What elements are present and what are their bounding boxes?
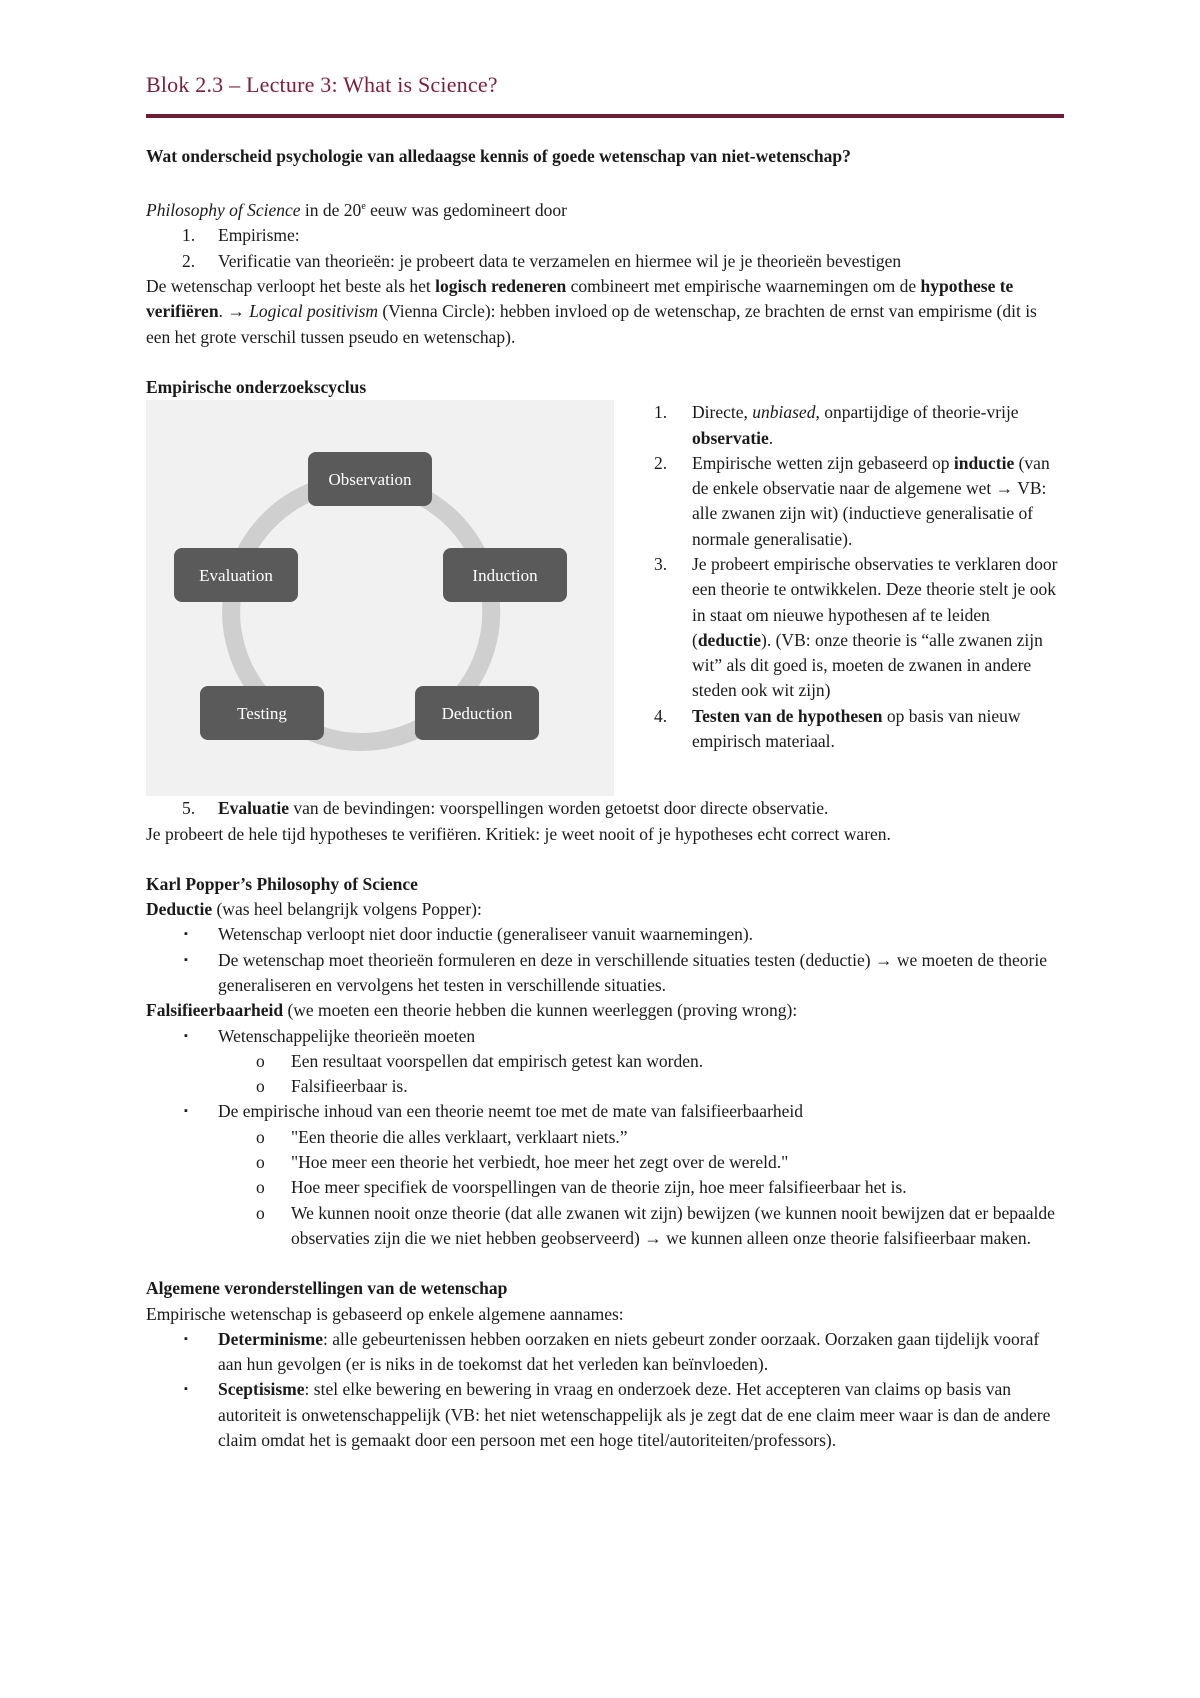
bullet-icon: ▪: [184, 1105, 188, 1118]
deductie-list: [146, 922, 1064, 998]
node-induction: [443, 548, 567, 602]
sub-bullet-icon: o: [256, 1202, 265, 1223]
text-span: op basis van nieuw empirisch materiaal.: [692, 705, 1021, 752]
bold-span: Sceptisisme: [218, 1379, 305, 1400]
bullet-icon: ▪: [184, 1029, 188, 1042]
text-span: we kunnen alleen onze theorie falsifieerbaar maken.: [661, 1227, 1032, 1248]
text-span: .: [768, 427, 774, 448]
bold-span: hypothese te verifiëren: [146, 276, 1014, 322]
list-item-text: Verificatie van theorieën: je probeert data te verzamelen en hiermee wil je je theorieën bevestigen: [218, 250, 902, 271]
cycle-block: [146, 400, 1064, 796]
cycle-closing: Je probeert de hele tijd hypotheses te verifiëren. Kritiek: je weet nooit of je hypotheses echt correct waren.: [146, 823, 891, 844]
sub-list-item: [146, 1201, 1064, 1252]
list-number: 1.: [182, 225, 196, 246]
label-evaluation: Evaluation: [199, 566, 273, 586]
intro-line: [146, 194, 1064, 223]
label-deduction: Deduction: [441, 704, 513, 724]
sub-list: [218, 1049, 1064, 1100]
text-span: De wetenschap moet theorieën formuleren en deze in verschillende situaties testen (deductie): [218, 949, 875, 970]
text-span: VB: alle zwanen zijn wit) (inductieve generalisatie of normale generalisatie).: [692, 478, 1047, 549]
section-heading-assumptions: Algemene veronderstellingen van de wetenschap: [146, 1278, 508, 1299]
sub-list-item: [146, 1074, 1064, 1099]
arrow-icon: →: [995, 478, 1014, 499]
sub-list: [218, 1125, 1064, 1251]
falsifieerbaarheid-list: [146, 1024, 1064, 1252]
bold-span: logisch redeneren: [435, 276, 567, 297]
bold-span: Falsifieerbaarheid: [146, 1000, 284, 1021]
assumptions-list: [146, 1327, 1064, 1453]
step-number: 1.: [654, 402, 668, 423]
cycle-steps-list: [654, 400, 1064, 754]
cycle-step: [654, 552, 1064, 704]
intro-list: [146, 223, 1064, 274]
arrow-icon: →: [644, 1227, 662, 1248]
cycle-step-5-list: [146, 796, 1064, 821]
sub-list-item: [146, 1125, 1064, 1150]
sub-item-text: Hoe meer specifiek de voorspellingen van de theorie zijn, hoe meer falsifieerbaar het is.: [291, 1177, 907, 1198]
sub-bullet-icon: o: [256, 1152, 265, 1173]
text-span: .: [218, 301, 228, 322]
intro-text-b: eeuw was gedomineert door: [365, 200, 567, 221]
list-item: [146, 922, 1064, 947]
text-span: Directe,: [692, 402, 753, 423]
falsifieerbaarheid-line: [146, 998, 1064, 1023]
list-item: [146, 223, 1064, 248]
text-span: Je probeert empirische observaties te verklaren door een theorie te ontwikkelen. Deze theorie stelt je ook in staat om nieuwe hypothesen af te leiden (: [692, 553, 1058, 650]
cycle-step: [654, 451, 1064, 552]
bold-span: deductie: [697, 629, 762, 650]
step-number: 5.: [182, 798, 196, 819]
cycle-diagram-svg: [146, 400, 614, 796]
cycle-step: [654, 704, 1064, 755]
section-heading-popper: Karl Popper’s Philosophy of Science: [146, 873, 418, 894]
list-item-text: Wetenschap verloopt niet door inductie (generaliseer vanuit waarnemingen).: [218, 924, 754, 945]
bold-span: inductie: [953, 452, 1015, 473]
bullet-icon: ▪: [184, 1383, 188, 1396]
cycle-step: [654, 400, 1064, 451]
list-item: [146, 1377, 1064, 1453]
list-item: [146, 1024, 1064, 1100]
text-span: : alle gebeurtenissen hebben oorzaken en niets gebeurt zonder oorzaak. Oorzaken gaan tijdelijk vooraf aan hun gevolgen (er is niks in de toekomst dat het verleden kan beïnvloeden).: [218, 1328, 1040, 1375]
bold-span: Evaluatie: [218, 798, 289, 819]
bold-span: Determinisme: [218, 1328, 323, 1349]
assumptions-intro: Empirische wetenschap is gebaseerd op enkele algemene aannames:: [146, 1303, 624, 1324]
text-span: We kunnen nooit onze theorie (dat alle zwanen wit zijn) bewijzen (we kunnen nooit bewijzen dat er bepaalde observaties zijn die we niet hebben geobserveerd): [291, 1202, 1055, 1248]
text-span: (Vienna Circle): hebben invloed op de wetenschap, ze brachten de ernst van empirisme (dit is een het grote verschil tussen pseudo en wetenschap).: [146, 301, 1037, 347]
intro-text-a: in de 20: [300, 200, 362, 221]
label-testing: Testing: [237, 704, 287, 724]
step-number: 2.: [654, 452, 668, 473]
sub-bullet-icon: o: [256, 1050, 265, 1071]
sub-item-text: Een resultaat voorspellen dat empirisch getest kan worden.: [291, 1050, 704, 1071]
list-item-text: Empirisme:: [218, 225, 300, 246]
list-number: 2.: [182, 250, 196, 271]
sub-list-item: [146, 1175, 1064, 1200]
document-page: [146, 70, 1064, 1453]
list-item: [146, 1327, 1064, 1378]
node-observation: [308, 452, 432, 506]
italic-span: Logical positivism: [249, 301, 379, 322]
bullet-icon: ▪: [184, 953, 188, 966]
bold-span: Testen van de hypothesen: [692, 705, 883, 726]
deductie-line: [146, 897, 1064, 922]
sub-list-item: [146, 1049, 1064, 1074]
list-item-text: De empirische inhoud van een theorie neemt toe met de mate van falsifieerbaarheid: [218, 1101, 804, 1122]
bold-span: observatie: [692, 427, 769, 448]
sub-item-text: "Hoe meer een theorie het verbiedt, hoe meer het zegt over de wereld.": [291, 1152, 789, 1173]
label-observation: Observation: [328, 470, 412, 490]
main-question: Wat onderscheid psychologie van alledaagse kennis of goede wetenschap van niet-wetenschap?: [146, 146, 851, 166]
cycle-step: [146, 796, 1064, 821]
sub-item-text: Falsifieerbaar is.: [291, 1076, 408, 1097]
title-divider: [146, 114, 1064, 118]
bold-span: Deductie: [146, 899, 213, 920]
text-span: combineert met empirische waarnemingen om de: [566, 276, 921, 297]
text-span: De wetenschap verloopt het beste als het: [146, 276, 436, 297]
text-span: ). (VB: onze theorie is “alle zwanen zijn wit” als dit goed is, moeten de zwanen in andere steden ook wit zijn): [692, 629, 1043, 701]
node-testing: [200, 686, 324, 740]
list-item-text: Wetenschappelijke theorieën moeten: [218, 1025, 476, 1046]
sub-bullet-icon: o: [256, 1076, 265, 1097]
document-title: Blok 2.3 – Lecture 3: What is Science?: [146, 72, 498, 97]
list-item: [146, 1099, 1064, 1251]
node-evaluation: [174, 548, 298, 602]
label-induction: Induction: [472, 566, 538, 586]
bullet-icon: ▪: [184, 928, 188, 941]
step-number: 3.: [654, 553, 668, 574]
intro-superscript: e: [361, 201, 366, 213]
section-heading-cycle: Empirische onderzoekscyclus: [146, 376, 367, 397]
text-span: van de bevindingen: voorspellingen worden getoetst door directe observatie.: [288, 798, 829, 819]
arrow-icon: →: [874, 949, 893, 970]
text-span: (was heel belangrijk volgens Popper):: [212, 899, 482, 920]
italic-span: unbiased: [752, 402, 816, 423]
text-span: (van de enkele observatie naar de algemene wet: [692, 452, 1050, 499]
sub-bullet-icon: o: [256, 1126, 265, 1147]
list-item: [146, 249, 1064, 274]
cycle-diagram: [146, 400, 614, 796]
sub-list-item: [146, 1150, 1064, 1175]
node-deduction: [415, 686, 539, 740]
bullet-icon: ▪: [184, 1332, 188, 1345]
step-number: 4.: [654, 705, 668, 726]
text-span: (we moeten een theorie hebben die kunnen weerleggen (proving wrong):: [283, 1000, 798, 1021]
text-span: , onpartijdige of theorie-vrije: [815, 402, 1019, 423]
sub-item-text: "Een theorie die alles verklaart, verklaart niets.”: [291, 1126, 628, 1147]
sub-bullet-icon: o: [256, 1177, 265, 1198]
text-span: : stel elke bewering en bewering in vraag en onderzoek deze. Het accepteren van claims op basis van autoriteit is onwetenschappelijk (VB: het niet wetenschappelijk als je zegt dat de ene claim meer waar is dan de andere claim omdat het is gemaakt door een persoon met een hoge titel/autoriteiten/professors).: [218, 1379, 1051, 1451]
text-span: Empirische wetten zijn gebaseerd op: [692, 452, 954, 473]
text-span: we moeten de theorie generaliseren en vervolgens het testen in verschillende situaties.: [218, 949, 1047, 995]
list-item: [146, 948, 1064, 999]
positivism-paragraph: [146, 274, 1064, 350]
arrow-icon: →: [227, 301, 245, 322]
intro-italic: Philosophy of Science: [146, 200, 301, 221]
